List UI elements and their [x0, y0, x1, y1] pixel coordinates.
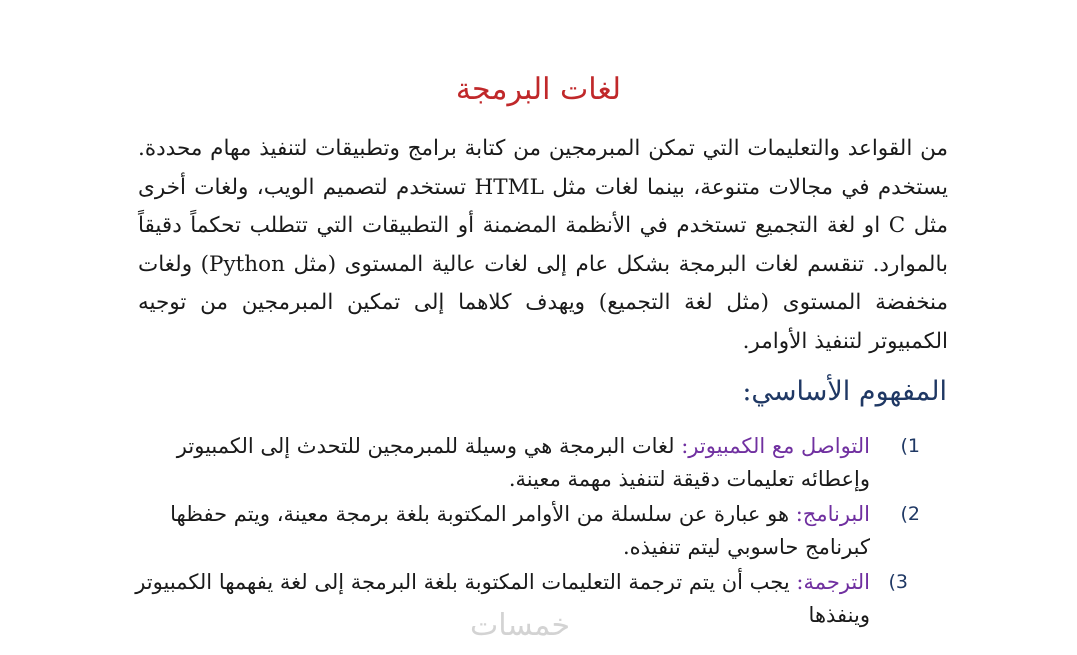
concept-description: هو عبارة عن سلسلة من الأوامر المكتوبة بلغة برمجة معينة، ويتم حفظها كبرنامج حاسوبي ليتم تنفيذه.: [170, 502, 870, 559]
concept-term: الترجمة:: [796, 570, 870, 594]
concepts-list: [128, 430, 920, 634]
section-subheading: المفهوم الأساسي:: [742, 376, 947, 407]
concept-term: التواصل مع الكمبيوتر:: [681, 434, 870, 458]
concept-number: 2): [900, 503, 920, 525]
intro-paragraph: من القواعد والتعليمات التي تمكن المبرمجين من كتابة برامج وتطبيقات لتنفيذ مهام محددة. يستخدم في مجالات متنوعة، بينما لغات مثل HTML تستخدم لتصميم الويب، ولغات أخرى مثل C او لغة التجميع تستخدم في الأنظمة المضمنة أو التطبيقات التي تتطلب تحكماً دقيقاً بالموارد. تنقسم لغات البرمجة بشكل عام إلى لغات عالية المستوى (مثل Python) ولغات منخفضة المستوى (مثل لغة التجميع) ويهدف كلاهما إلى تمكين المبرمجين من توجيه الكمبيوتر لتنفيذ الأوامر.: [138, 136, 949, 354]
concept-term: البرنامج:: [795, 502, 870, 526]
page-title: لغات البرمجة: [455, 72, 622, 107]
concept-item-program: [128, 498, 920, 564]
concept-item-communication: [128, 430, 920, 496]
concept-description: يجب أن يتم ترجمة التعليمات المكتوبة بلغة البرمجة إلى لغة يفهمها الكمبيوتر وينفذها: [135, 570, 870, 627]
watermark-logo: خمسات: [470, 608, 571, 643]
concept-number: 1): [900, 435, 920, 457]
concept-number: 3): [888, 571, 908, 593]
concept-description: لغات البرمجة هي وسيلة للمبرمجين للتحدث إلى الكمبيوتر وإعطائه تعليمات دقيقة لتنفيذ مهمة معينة.: [176, 434, 870, 491]
